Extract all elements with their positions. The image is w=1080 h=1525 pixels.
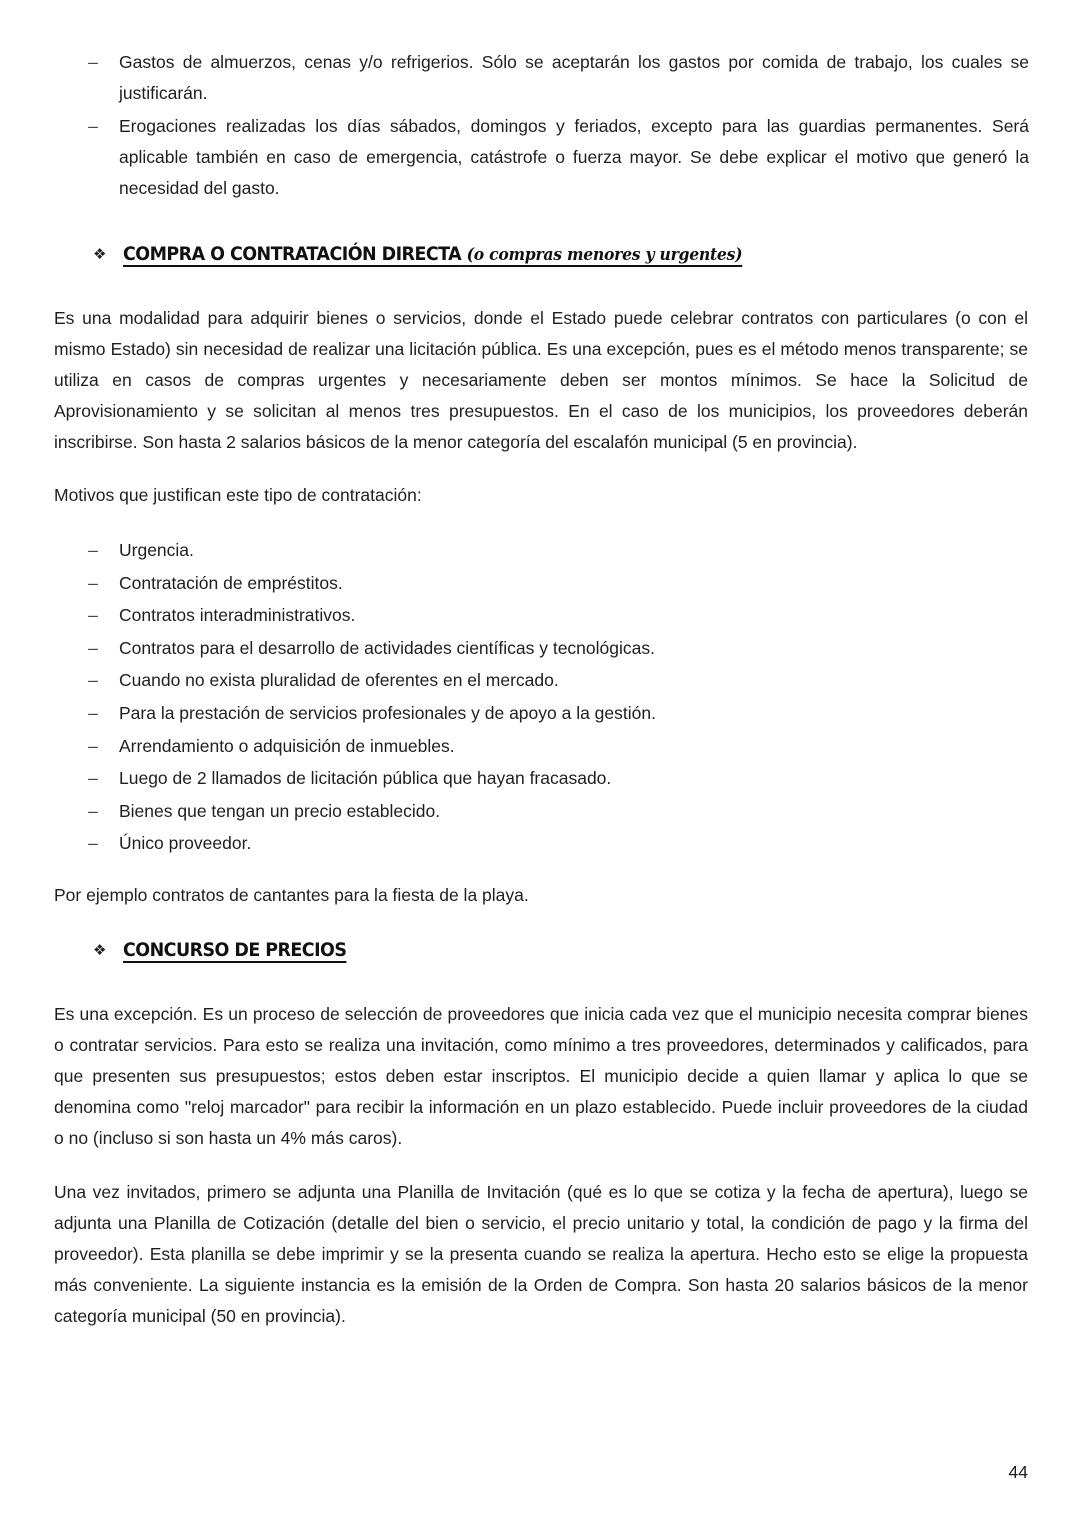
section-heading-compra-directa: [93, 243, 796, 265]
list-item-text: Bienes que tengan un precio establecido.: [119, 800, 441, 821]
list-item: [0, 827, 1029, 860]
section-paragraph: Es una excepción. Es un proceso de selección de proveedores que inicia cada vez que el municipio necesita comprar bienes o contratar servicios. Para esto se realiza una invitación, como mínimo a tres proveedores, determinados y calificados, para que presenten sus presupuestos; estos deben estar inscriptos. El municipio decide a quien llamar y aplica lo que se denomina como "reloj marcador" para recibir la información en un plazo establecido. Puede incluir proveedores de la ciudad o no (incluso si son hasta un 4% más caros).: [54, 1004, 1028, 1148]
dash-bullet-icon: –: [88, 735, 98, 756]
dash-bullet-icon: –: [88, 833, 98, 854]
list-item-text: Para la prestación de servicios profesionales y de apoyo a la gestión.: [119, 702, 656, 723]
list-item: [0, 111, 1029, 204]
list-item-text: Contratos para el desarrollo de actividades científicas y tecnológicas.: [119, 637, 655, 658]
dash-bullet-icon: –: [88, 637, 98, 658]
list-item: [0, 599, 1029, 632]
dash-bullet-icon: –: [88, 605, 98, 626]
list-item: [0, 795, 1029, 828]
list-item-text: Erogaciones realizadas los días sábados, domingos y feriados, excepto para las guardias permanentes. Será aplicable también en caso de emergencia, catástrofe o fuerza mayor. Se debe explicar el motivo que generó la necesidad del gasto.: [119, 116, 1029, 198]
motives-intro: Motivos que justifican este tipo de contratación:: [54, 485, 422, 505]
list-item-text: Arrendamiento o adquisición de inmuebles.: [119, 735, 455, 756]
section-heading-concurso-precios: [93, 939, 366, 961]
section-paragraph: Una vez invitados, primero se adjunta una Planilla de Invitación (qué es lo que se cotiza y la fecha de apertura), luego se adjunta una Planilla de Cotización (detalle del bien o servicio, el precio unitario y total, la condición de pago y la firma del proveedor). Esta planilla se debe imprimir y se la presenta cuando se realiza la apertura. Hecho esto se elige la propuesta más conveniente. La siguiente instancia es la emisión de la Orden de Compra. Son hasta 20 salarios básicos de la menor categoría municipal (50 en provincia).: [54, 1182, 1028, 1326]
dash-bullet-icon: –: [88, 800, 98, 821]
page-number: 44: [1008, 1462, 1028, 1482]
dash-bullet-icon: –: [88, 702, 98, 723]
dash-bullet-icon: –: [88, 116, 98, 136]
list-item-text: Contratación de empréstitos.: [119, 572, 343, 593]
list-item: [0, 697, 1029, 730]
list-item: [0, 762, 1029, 795]
list-item: [0, 47, 1029, 109]
list-item: [0, 534, 1029, 567]
list-item: [0, 567, 1029, 600]
expense-exclusions-list: [0, 47, 1080, 204]
diamond-bullet-icon: ❖: [93, 941, 107, 959]
dash-bullet-icon: –: [88, 52, 98, 72]
list-item: [0, 632, 1029, 665]
section-title: COMPRA O CONTRATACIÓN DIRECTA (o compras menores y urgentes): [123, 243, 743, 265]
motives-list: [0, 534, 1080, 860]
dash-bullet-icon: –: [88, 540, 98, 560]
section-subtitle: (o compras menores y urgentes): [466, 245, 743, 265]
section-paragraph: Es una modalidad para adquirir bienes o servicios, donde el Estado puede celebrar contratos con particulares (o con el mismo Estado) sin necesidad de realizar una licitación pública. Es una excepción, pues es el método menos transparente; se utiliza en casos de compras urgentes y necesariamente deben ser montos mínimos. Se hace la Solicitud de Aprovisionamiento y se solicitan al menos tres presupuestos. En el caso de los municipios, los proveedores deberán inscribirse. Son hasta 2 salarios básicos de la menor categoría del escalafón municipal (5 en provincia).: [54, 308, 1028, 452]
section-title: CONCURSO DE PRECIOS: [123, 939, 347, 961]
list-item: [0, 664, 1029, 697]
example-text: Por ejemplo contratos de cantantes para la fiesta de la playa.: [54, 885, 529, 905]
dash-bullet-icon: –: [88, 768, 98, 789]
list-item-text: Único proveedor.: [119, 833, 252, 854]
diamond-bullet-icon: ❖: [93, 245, 107, 263]
list-item-text: Gastos de almuerzos, cenas y/o refrigerios. Sólo se aceptarán los gastos por comida de trabajo, los cuales se justificarán.: [119, 52, 1029, 103]
list-item-text: Urgencia.: [119, 540, 194, 560]
list-item-text: Luego de 2 llamados de licitación pública que hayan fracasado.: [119, 768, 612, 789]
dash-bullet-icon: –: [88, 670, 98, 691]
list-item-text: Contratos interadministrativos.: [119, 605, 356, 626]
dash-bullet-icon: –: [88, 572, 98, 593]
list-item-text: Cuando no exista pluralidad de oferentes en el mercado.: [119, 670, 559, 691]
list-item: [0, 730, 1029, 763]
